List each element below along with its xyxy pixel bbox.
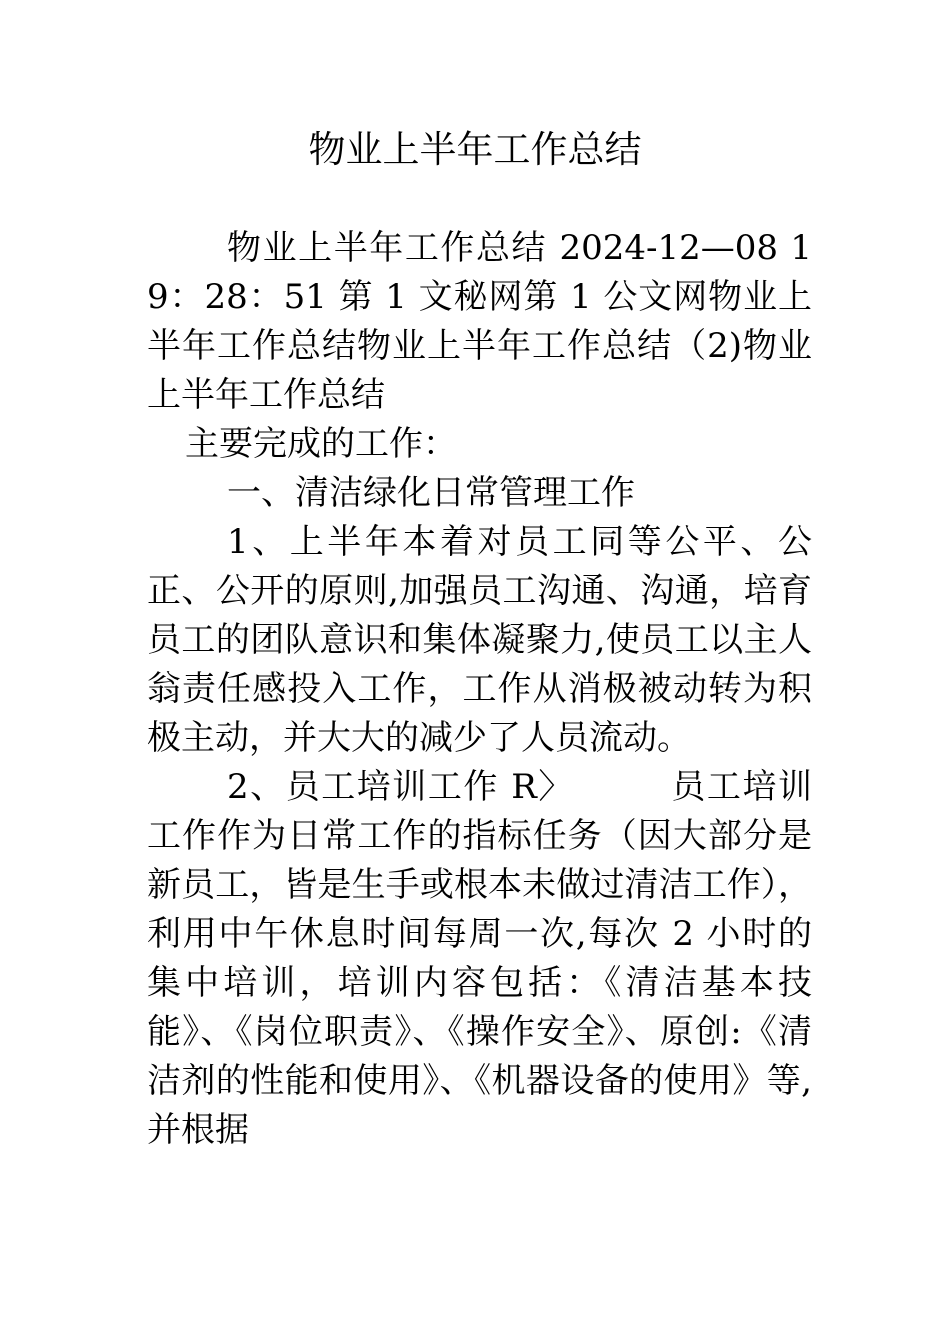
paragraph-item-2	[147, 763, 812, 1155]
training-text: 员工培训工作作为日常工作的指标任务（因大部分是新员工，皆是生手或根本未做过清洁工作），利用中午休息时间每周一次,每次 2 小时的集中培训，培训内容包括：《清洁基本技能》、《岗位职责》、《操作安全》、原创:《清洁剂的性能和使用》、《机器设备的使用》等,并根据	[147, 767, 812, 1150]
document-body	[147, 224, 812, 1155]
training-heading: 2、员工培训工作 R〉	[227, 767, 574, 807]
document-title: 物业上半年工作总结	[308, 128, 642, 171]
paragraph-item-1: 1、上半年本着对员工同等公平、公正、公开的原则,加强员工沟通、沟通，培育员工的团队意识和集体凝聚力,使员工以主人翁责任感投入工作，工作从消极被动转为积极主动，并大大的减少了人员流动。	[147, 522, 812, 758]
section-label: 主要完成的工作：	[185, 424, 457, 464]
intro-paragraph: 物业上半年工作总结 2024-12—08 19：28：51 第 1 文秘网第 1 公文网物业上半年工作总结物业上半年工作总结（2)物业上半年工作总结	[147, 228, 812, 415]
section-heading: 一、清洁绿化日常管理工作	[227, 473, 635, 513]
